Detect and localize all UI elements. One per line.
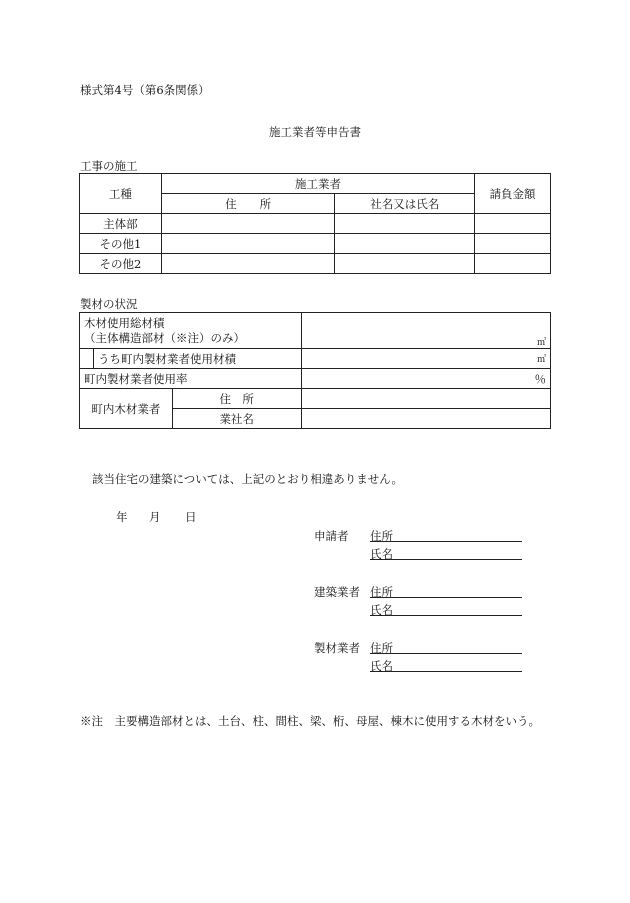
builder-role: 建築業者 <box>314 585 360 599</box>
date-month: 月 <box>149 510 161 524</box>
unit-cubic-meter: ㎥ <box>536 355 546 365</box>
local-dealer-label: 町内木材業者 <box>80 389 173 429</box>
applicant-name-label: 氏名 <box>370 547 393 561</box>
amount-cell[interactable] <box>475 214 551 234</box>
total-volume-label-line2: （主体構造部材（※注）のみ） <box>84 330 245 345</box>
unit-cubic-meter: ㎥ <box>536 338 546 348</box>
sawmill-address-line[interactable] <box>370 640 522 654</box>
page-title: 施工業者等申告書 <box>269 125 361 139</box>
lumber-section-title: 製材の状況 <box>80 297 138 311</box>
address-cell[interactable] <box>161 214 335 234</box>
sawmill-address-label: 住所 <box>370 641 393 655</box>
company-cell[interactable] <box>335 234 475 254</box>
indent-spacer <box>80 349 94 369</box>
table-row <box>80 214 551 234</box>
local-rate-label: 町内製材業者使用率 <box>80 369 302 389</box>
form-number: 様式第4号（第6条関係） <box>80 83 210 97</box>
builder-name-line[interactable] <box>370 602 522 616</box>
construction-section-title: 工事の施工 <box>80 159 138 173</box>
local-rate-value[interactable] <box>301 369 550 389</box>
address-header: 住 所 <box>161 194 335 214</box>
row-label-other1: その他1 <box>80 234 162 254</box>
sawmill-name-label: 氏名 <box>370 659 393 673</box>
builder-address-line[interactable] <box>370 584 522 598</box>
construction-table <box>79 173 551 274</box>
local-volume-value[interactable] <box>301 349 550 369</box>
company-cell[interactable] <box>335 214 475 234</box>
declaration-text: 該当住宅の建築については、上記のとおり相違ありません。 <box>92 472 403 486</box>
applicant-address-label: 住所 <box>370 529 393 543</box>
amount-cell[interactable] <box>475 254 551 274</box>
builder-address-label: 住所 <box>370 585 393 599</box>
company-name-header: 社名又は氏名 <box>335 194 475 214</box>
address-cell[interactable] <box>161 234 335 254</box>
footnote: ※注 主要構造部材とは、土台、柱、間柱、梁、桁、母屋、棟木に使用する木材をいう。 <box>80 714 540 728</box>
table-row <box>80 254 551 274</box>
contractor-header: 施工業者 <box>161 174 474 194</box>
total-volume-label-line1: 木材使用総材積 <box>84 315 165 330</box>
total-volume-value[interactable] <box>301 313 550 349</box>
applicant-address-line[interactable] <box>370 528 522 542</box>
local-volume-label: うち町内製材業者使用材積 <box>93 349 301 369</box>
dealer-address-label: 住 所 <box>172 389 301 409</box>
applicant-role: 申請者 <box>314 529 349 543</box>
table-row <box>80 234 551 254</box>
dealer-company-label: 業社名 <box>172 409 301 429</box>
amount-cell[interactable] <box>475 234 551 254</box>
applicant-name-line[interactable] <box>370 546 522 560</box>
date-year: 年 <box>116 510 128 524</box>
dealer-company-field[interactable] <box>301 409 550 429</box>
address-cell[interactable] <box>161 254 335 274</box>
total-volume-label <box>80 313 302 349</box>
lumber-table <box>79 312 551 429</box>
company-cell[interactable] <box>335 254 475 274</box>
unit-percent: ％ <box>534 371 546 386</box>
sawmill-name-line[interactable] <box>370 658 522 672</box>
contract-amount-header: 請負金額 <box>475 174 551 214</box>
dealer-address-field[interactable] <box>301 389 550 409</box>
date-day: 日 <box>185 510 197 524</box>
row-label-main: 主体部 <box>80 214 162 234</box>
row-label-other2: その他2 <box>80 254 162 274</box>
work-type-header: 工種 <box>80 174 162 214</box>
builder-name-label: 氏名 <box>370 603 393 617</box>
sawmill-role: 製材業者 <box>314 641 360 655</box>
